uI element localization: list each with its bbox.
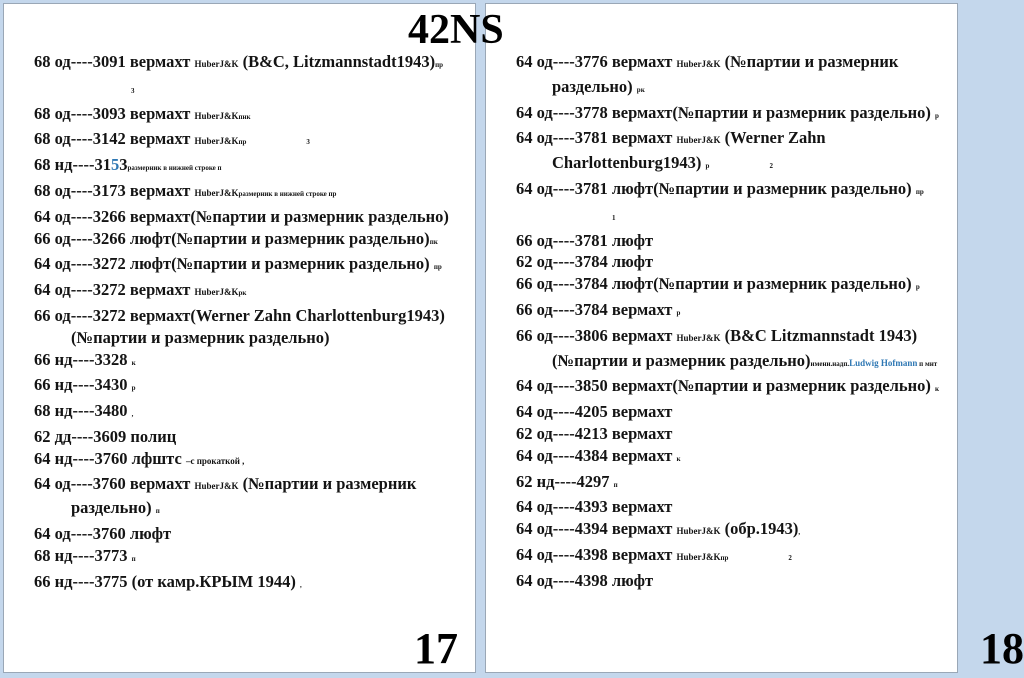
entry-main-text: 62 од----4213 вермахт: [516, 423, 673, 443]
entry-annotation: ,: [131, 410, 134, 419]
entry-annotation-suffix: п мнт: [917, 359, 938, 368]
entry-annotation: размерник в нижней строке п: [127, 164, 222, 173]
entry-note: 3: [119, 155, 128, 175]
entry-main-text: 66 нд----3430: [34, 375, 132, 395]
entry-annotation: пр: [433, 263, 442, 272]
entry-maker-mark: HuberJ&K: [194, 136, 239, 147]
catalog-entry: [4, 571, 475, 597]
catalog-entry: [4, 349, 475, 375]
entry-count: 3: [306, 138, 310, 147]
entry-main-text: 68 нд----31: [34, 155, 111, 175]
left-page: [3, 3, 476, 673]
entry-count: 1: [612, 213, 616, 222]
entry-count: 2: [788, 553, 792, 562]
left-page-entries: [4, 51, 475, 597]
entry-note: (B&C, Litzmannstadt1943): [238, 52, 436, 71]
entry-annotation: пр: [915, 187, 924, 196]
entry-note: (обр.1943): [720, 519, 799, 539]
catalog-entry: [486, 230, 957, 252]
catalog-entry: [4, 51, 475, 103]
entry-count: 3: [131, 86, 135, 95]
entry-annotation: к: [131, 358, 136, 367]
catalog-entry: [4, 523, 475, 545]
entry-main-text: 66 нд----3775 (от камр.КРЫМ 1944): [34, 571, 300, 591]
catalog-entry: [486, 471, 957, 497]
catalog-entry: [486, 423, 957, 445]
entry-main-text: 66 од----3266 люфт(№партии и размерник раздельно): [34, 228, 430, 248]
entry-main-text: 66 од----3781 люфт: [516, 230, 654, 250]
entry-maker-mark: HuberJ&K: [676, 332, 721, 343]
entry-maker-mark: HuberJ&K: [194, 287, 239, 298]
entry-annotation: имени.надп.: [810, 359, 850, 368]
entry-annotation: пнк: [238, 112, 251, 121]
entry-main-text: 64 од----3781 вермахт: [516, 128, 677, 148]
entry-annotation: рк: [636, 85, 645, 94]
entry-maker-mark: HuberJ&K: [194, 480, 239, 491]
entry-annotation: р: [915, 283, 920, 292]
entry-main-text: 68 од----3142 вермахт: [34, 129, 195, 149]
entry-main-text: 64 нд----3760 лфштс: [34, 448, 186, 468]
entry-maker-mark: HuberJ&K: [676, 135, 721, 146]
catalog-entry: [4, 253, 475, 279]
catalog-entry: [486, 127, 957, 178]
entry-main-text: 66 од----3272 вермахт(Werner Zahn Charlottenburg1943) (№партии и размерник раздельно): [34, 305, 445, 347]
entry-annotation: рк: [238, 289, 247, 298]
catalog-entry: [4, 448, 475, 473]
catalog-entry: [486, 518, 957, 544]
entry-main-text: 64 од----3266 вермахт(№партии и размерник раздельно): [34, 206, 449, 226]
catalog-entry: [486, 544, 957, 570]
entry-main-text: 68 нд----3480: [34, 401, 132, 421]
catalog-entry: [486, 375, 957, 401]
entry-maker-mark: HuberJ&K: [676, 59, 721, 69]
entry-main-text: 66 од----3806 вермахт: [516, 325, 677, 345]
entry-annotation: р: [131, 384, 136, 393]
catalog-entry: [486, 251, 957, 273]
catalog-entry: [4, 128, 475, 154]
catalog-entry: [4, 473, 475, 524]
entry-annotation: к: [935, 385, 940, 394]
entry-annotation: п: [613, 480, 618, 489]
entry-main-text: 64 од----3778 вермахт(№партии и размерник раздельно): [516, 102, 935, 122]
entry-annotation: –с прокаткой ,: [185, 455, 245, 466]
entry-annotation: п: [131, 554, 136, 563]
catalog-entry: [486, 496, 957, 518]
entry-maker-mark: HuberJ&K: [194, 187, 239, 198]
entry-main-text: 66 нд----3328: [34, 349, 132, 369]
entry-main-text: 68 нд----3773: [34, 545, 132, 565]
catalog-entry: [4, 180, 475, 206]
entry-count: 2: [769, 162, 773, 171]
entry-annotation: р: [935, 111, 939, 120]
entry-note: (B&C Litzmannstadt 1943)(№партии и размерник раздельно): [552, 325, 918, 370]
entry-main-text: 68 од----3091 вермахт: [34, 52, 195, 71]
entry-main-text: 64 од----3850 вермахт(№партии и размерник раздельно): [516, 376, 935, 396]
catalog-entry: [4, 374, 475, 400]
entry-annotation: к: [676, 454, 681, 463]
right-page: [485, 3, 1024, 673]
catalog-entry: [4, 400, 475, 426]
entry-main-text: 64 од----4205 вермахт: [516, 402, 673, 422]
catalog-entry: [486, 445, 957, 471]
catalog-entry: [486, 299, 957, 325]
entry-annotation: п: [155, 507, 160, 516]
catalog-entry: [486, 51, 957, 102]
catalog-entry: [4, 545, 475, 571]
entry-main-text: 64 од----3760 люфт: [34, 524, 172, 544]
entry-annotation: р: [705, 162, 710, 171]
entry-main-text: 64 од----3272 вермахт: [34, 280, 195, 300]
entry-main-text: 66 од----3784 люфт(№партии и размерник раздельно): [516, 274, 916, 294]
right-page-entries: [486, 51, 957, 592]
entry-main-text: 66 од----3784 вермахт: [516, 299, 677, 319]
entry-note: (№партии и размерник раздельно): [71, 473, 417, 518]
catalog-entry: [4, 103, 475, 129]
catalog-entry: [4, 206, 475, 228]
entry-annotation: пр: [720, 553, 729, 562]
entry-main-text: 64 од----4394 вермахт: [516, 519, 677, 539]
catalog-entry: [486, 102, 957, 128]
entry-note: (№партии и размерник раздельно): [552, 52, 899, 96]
document-code-header: 42NS: [408, 7, 504, 53]
entry-maker-mark: HuberJ&K: [194, 59, 239, 69]
entry-main-text: 64 од----3781 люфт(№партии и размерник раздельно): [516, 178, 916, 198]
entry-note: (Werner Zahn Charlottenburg1943): [552, 128, 826, 173]
catalog-entry: [486, 178, 957, 230]
entry-main-text: 64 од----4398 люфт: [516, 570, 654, 590]
entry-main-text: 68 од----3093 вермахт: [34, 103, 195, 123]
entry-annotation: ,: [798, 528, 801, 537]
entry-main-text: 62 од----3784 люфт: [516, 252, 654, 272]
left-page-number: 17: [414, 624, 458, 673]
entry-main-text: 64 од----4398 вермахт: [516, 544, 677, 564]
entry-maker-mark: HuberJ&K: [676, 551, 721, 562]
entry-annotation: размерник в нижней строке пр: [238, 189, 337, 198]
entry-annotation: пр: [435, 61, 444, 69]
catalog-entry: [4, 305, 475, 349]
entry-main-text: 64 од----3776 вермахт: [516, 52, 677, 71]
catalog-entry: [4, 228, 475, 254]
entry-main-text: 64 од----4393 вермахт: [516, 497, 673, 517]
entry-main-text: 62 дд----3609 полиц: [34, 426, 177, 446]
catalog-entry: [486, 325, 957, 376]
entry-annotation: пр: [238, 138, 247, 147]
entry-highlight-digit: 5: [110, 155, 120, 175]
entry-name-inscription: Ludwig Hofmann: [849, 357, 918, 368]
entry-annotation: р: [676, 308, 681, 317]
entry-main-text: 64 од----4384 вермахт: [516, 445, 677, 465]
entry-maker-mark: HuberJ&K: [676, 526, 721, 537]
entry-annotation: ,: [299, 580, 302, 589]
right-page-number: 18: [980, 624, 1024, 673]
entry-main-text: 64 од----3272 люфт(№партии и размерник раздельно): [34, 254, 434, 274]
catalog-entry: [4, 154, 475, 180]
entry-main-text: 62 нд----4297: [516, 471, 614, 491]
entry-main-text: 64 од----3760 вермахт: [34, 473, 195, 493]
catalog-entry: [486, 273, 957, 299]
catalog-entry: [4, 279, 475, 305]
catalog-entry: [486, 570, 957, 592]
entry-maker-mark: HuberJ&K: [194, 110, 239, 121]
catalog-entry: [486, 401, 957, 423]
entry-main-text: 68 од----3173 вермахт: [34, 180, 195, 200]
entry-annotation: пк: [429, 237, 438, 246]
catalog-entry: [4, 426, 475, 448]
